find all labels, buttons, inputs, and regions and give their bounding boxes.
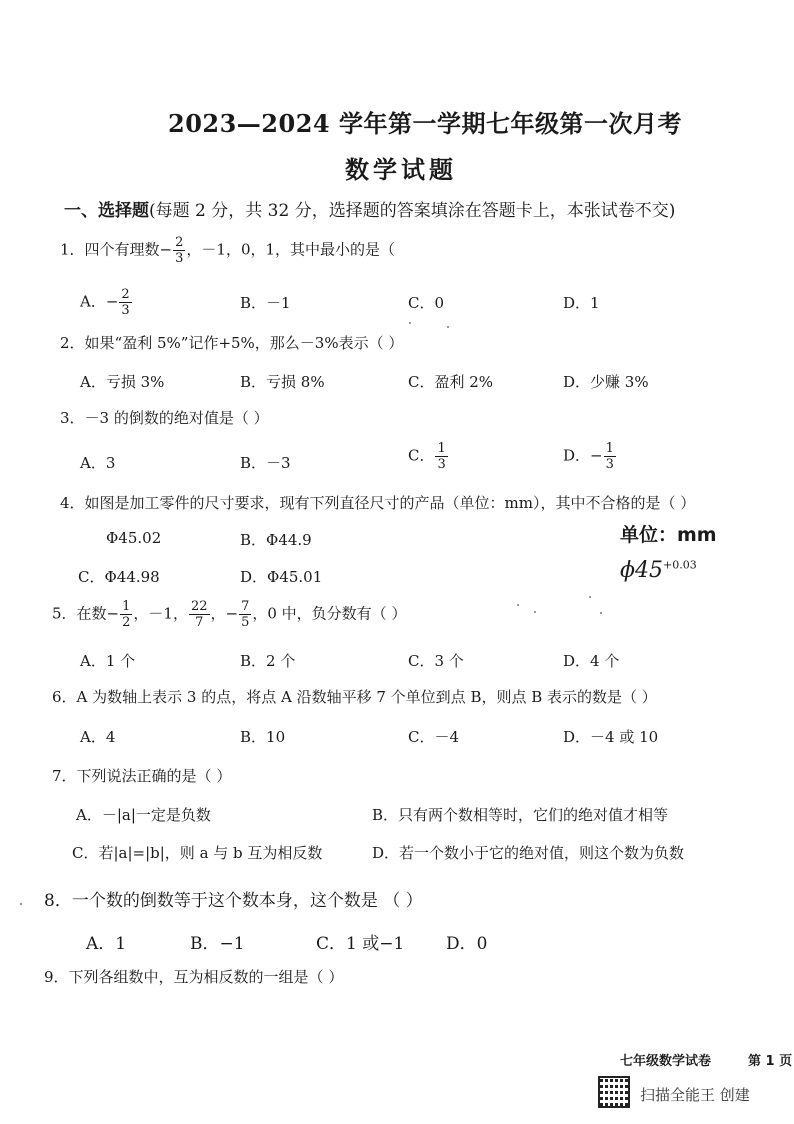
q8-option-b: B．−1 xyxy=(190,934,245,954)
question-6: 6．A 为数轴上表示 3 的点，将点 A 沿数轴平移 7 个单位到点 B，则点 B 表示的数是（ ） xyxy=(52,688,657,706)
figure-unit-label: 单位：mm xyxy=(620,524,717,546)
q2-option-a: A．亏损 3% xyxy=(80,373,165,391)
section-title: 一、选择题 xyxy=(64,201,149,221)
question-3: 3．－3 的倒数的绝对值是（ ） xyxy=(60,409,269,427)
q5-option-d: D．4 个 xyxy=(563,652,620,670)
q5-option-b: B．2 个 xyxy=(240,652,296,670)
section-heading xyxy=(64,196,675,221)
q6-option-d: D．－4 或 10 xyxy=(563,728,659,746)
q7-option-a: A．－|a|一定是负数 xyxy=(76,806,211,824)
q6-option-b: B．10 xyxy=(240,728,286,746)
exam-title: 2023—2024 学年第一学期七年级第一次月考 xyxy=(168,109,682,138)
footer-page-label: 七年级数学试卷 xyxy=(620,1054,712,1069)
q1-number: 1． xyxy=(60,240,85,259)
q1-stem-post: ，－1，0，1，其中最小的是（ xyxy=(186,240,396,259)
q1-option-a: A．− $\frac{2}{3}$ xyxy=(80,287,130,318)
q1-option-d: D．1 xyxy=(563,294,600,312)
q8-option-c: C．1 或−1 xyxy=(316,934,405,954)
q1-fraction: $\frac{2}{3}$ xyxy=(175,235,184,266)
q5-option-c: C．3 个 xyxy=(408,652,464,670)
scan-speck xyxy=(409,322,411,324)
q3-option-a: A．3 xyxy=(80,454,116,472)
q7-option-b: B．只有两个数相等时，它们的绝对值才相等 xyxy=(372,806,669,824)
q3-option-b: B．－3 xyxy=(240,454,291,472)
footer-page-number: 第 1 页 xyxy=(748,1054,793,1069)
qr-code-icon xyxy=(598,1076,630,1108)
q7-option-c: C．若|a|=|b|，则 a 与 b 互为相反数 xyxy=(72,844,323,862)
q2-option-d: D．少赚 3% xyxy=(563,373,649,391)
q3-option-c: C． $\frac{1}{3}$ xyxy=(408,441,446,472)
scan-speck xyxy=(589,596,591,598)
question-9: 9．下列各组数中，互为相反数的一组是（ ） xyxy=(44,968,344,986)
q8-option-a: A．1 xyxy=(86,934,127,954)
scan-speck xyxy=(534,611,536,613)
q4-option-a: Φ45.02 xyxy=(106,529,162,547)
q7-option-d: D．若一个数小于它的绝对值，则这个数为负数 xyxy=(372,844,685,862)
scan-speck xyxy=(600,612,602,614)
q1-option-b: B．－1 xyxy=(240,294,291,312)
question-2: 2．如果“盈利 5%”记作+5%，那么－3%表示（ ） xyxy=(60,334,404,352)
question-7: 7．下列说法正确的是（ ） xyxy=(52,767,232,785)
scan-speck xyxy=(447,326,449,328)
section-note: (每题 2 分，共 32 分，选择题的答案填涂在答题卡上，本张试卷不交) xyxy=(149,201,676,221)
q4-option-b: B．Φ44.9 xyxy=(240,531,312,549)
figure-diameter-spec: $\phi 45^{+0.03}$ xyxy=(620,558,697,583)
question-5: 5．在数− $\frac{1}{2}$ ，－1， $\frac{22}{7}$ ，− $\frac{7}{5}$ ，0 中，负分数有（ ） xyxy=(52,599,407,630)
scan-speck xyxy=(20,903,22,905)
question-8: 8．一个数的倒数等于这个数本身，这个数是 （ ） xyxy=(44,891,423,911)
q1-option-c: C．0 xyxy=(408,294,445,312)
q8-option-d: D．0 xyxy=(446,934,488,954)
q6-option-c: C．－4 xyxy=(408,728,460,746)
q1-stem-pre: 四个有理数− xyxy=(84,240,173,259)
question-4: 4．如图是加工零件的尺寸要求，现有下列直径尺寸的产品（单位：mm），其中不合格的是（ ） xyxy=(60,494,696,512)
question-1 xyxy=(60,236,395,265)
q4-option-c: C．Φ44.98 xyxy=(78,568,160,586)
q5-option-a: A．1 个 xyxy=(80,652,136,670)
exam-subtitle: 数学试题 xyxy=(345,155,457,184)
q4-option-d: D．Φ45.01 xyxy=(240,568,323,586)
q2-option-b: B．亏损 8% xyxy=(240,373,325,391)
q2-option-c: C．盈利 2% xyxy=(408,373,494,391)
q3-option-d: D．− $\frac{1}{3}$ xyxy=(563,441,614,472)
q6-option-a: A．4 xyxy=(80,728,116,746)
scanner-watermark: 扫描全能王 创建 xyxy=(640,1086,750,1104)
scan-speck xyxy=(517,604,519,606)
